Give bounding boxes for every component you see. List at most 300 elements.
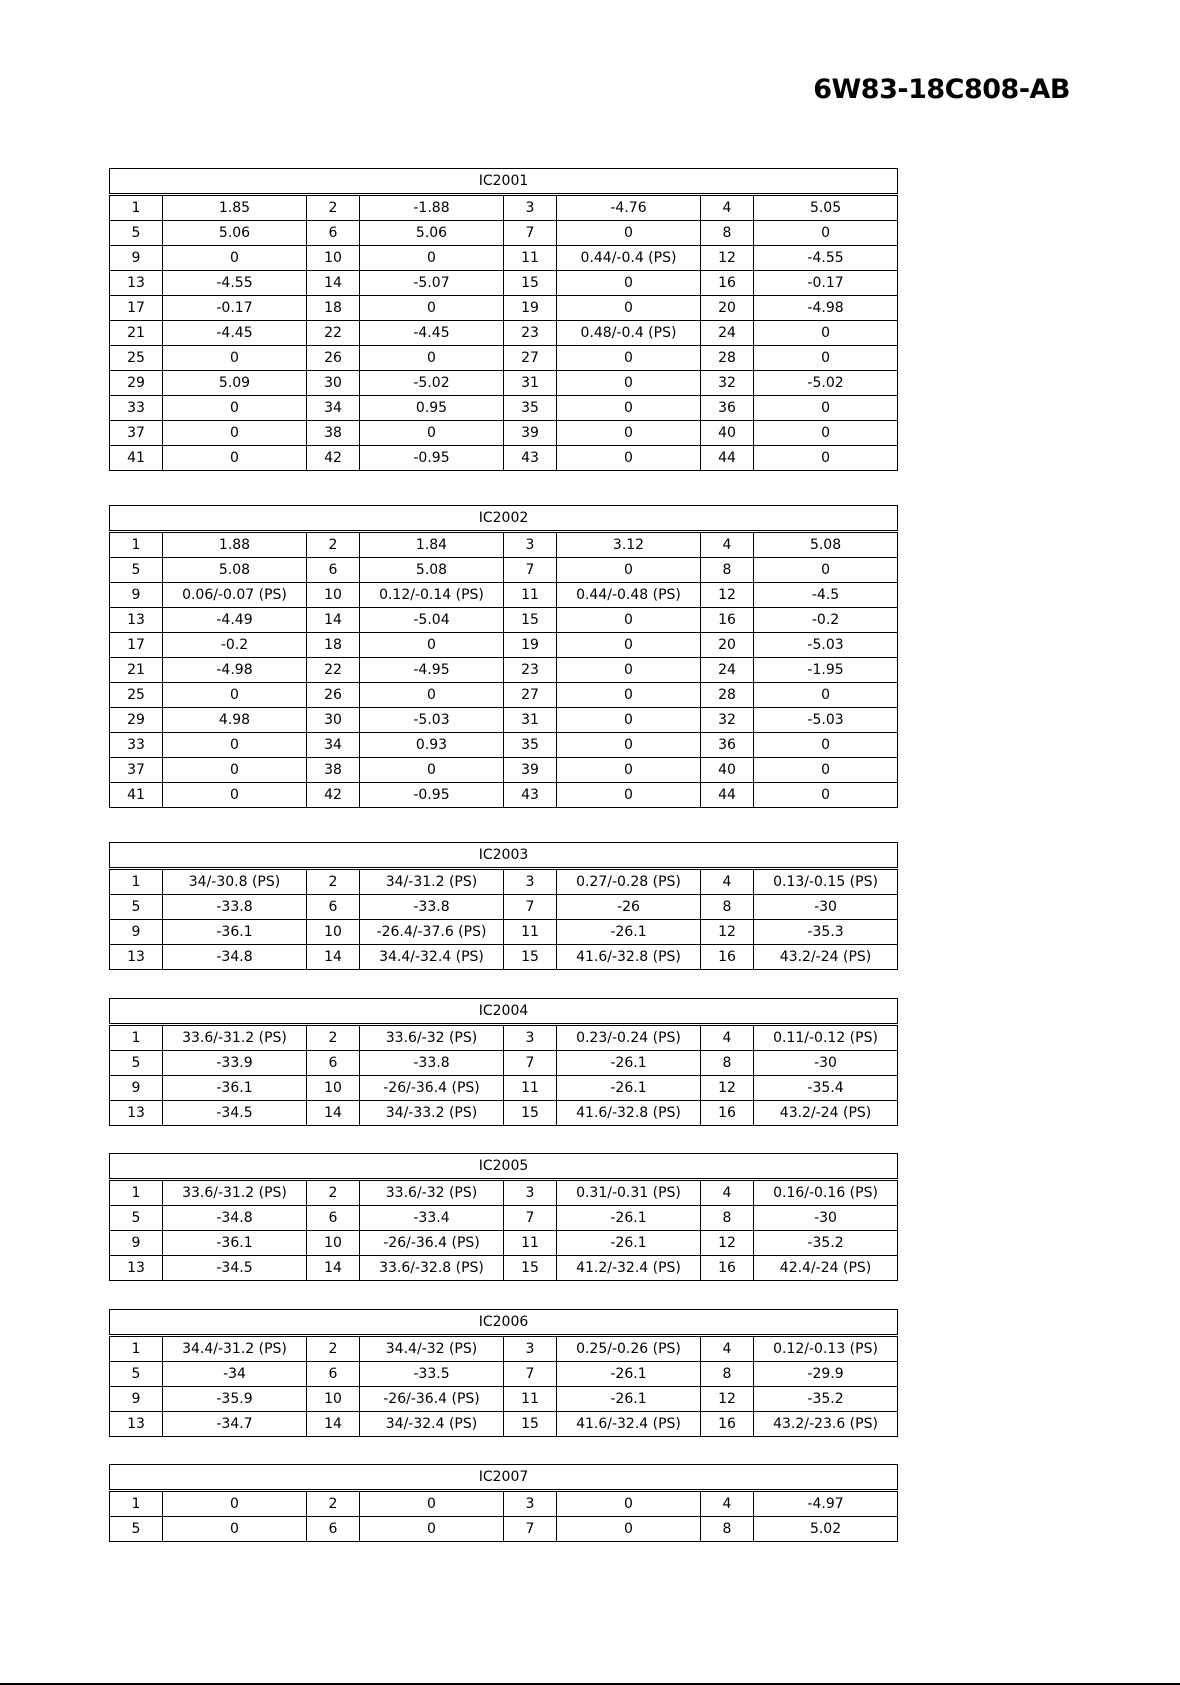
pin-number-cell: 6 <box>307 1051 360 1076</box>
pin-number-cell: 9 <box>110 246 163 271</box>
pin-number-cell: 12 <box>701 1076 754 1101</box>
voltage-value-cell: -35.4 <box>754 1076 898 1101</box>
table-row <box>110 271 898 296</box>
pin-number-cell: 39 <box>504 758 557 783</box>
pin-number-cell: 2 <box>307 1025 360 1051</box>
voltage-value-cell: -1.88 <box>360 195 504 221</box>
voltage-value-cell: -4.5 <box>754 583 898 608</box>
voltage-value-cell: 0.25/-0.26 (PS) <box>557 1336 701 1362</box>
table-row <box>110 1101 898 1126</box>
pin-number-cell: 28 <box>701 346 754 371</box>
voltage-value-cell: -5.03 <box>360 708 504 733</box>
pin-number-cell: 3 <box>504 532 557 558</box>
pin-number-cell: 6 <box>307 558 360 583</box>
pin-number-cell: 5 <box>110 1206 163 1231</box>
pin-number-cell: 11 <box>504 920 557 945</box>
voltage-value-cell: 0 <box>754 321 898 346</box>
voltage-value-cell: -36.1 <box>163 920 307 945</box>
voltage-value-cell: 0 <box>557 733 701 758</box>
table-row <box>110 195 898 221</box>
pin-number-cell: 27 <box>504 346 557 371</box>
voltage-value-cell: -26/-36.4 (PS) <box>360 1076 504 1101</box>
pin-number-cell: 34 <box>307 396 360 421</box>
pin-number-cell: 21 <box>110 321 163 346</box>
voltage-value-cell: -4.98 <box>163 658 307 683</box>
voltage-value-cell: -4.55 <box>163 271 307 296</box>
pin-number-cell: 38 <box>307 758 360 783</box>
pin-number-cell: 7 <box>504 1517 557 1542</box>
pin-number-cell: 6 <box>307 1206 360 1231</box>
pin-number-cell: 22 <box>307 321 360 346</box>
voltage-value-cell: 0 <box>360 296 504 321</box>
pin-number-cell: 14 <box>307 1256 360 1281</box>
voltage-value-cell: 0 <box>163 396 307 421</box>
pin-number-cell: 4 <box>701 869 754 895</box>
pin-number-cell: 9 <box>110 1076 163 1101</box>
voltage-value-cell: 34/-32.4 (PS) <box>360 1412 504 1437</box>
voltage-value-cell: 1.84 <box>360 532 504 558</box>
voltage-value-cell: 0 <box>557 633 701 658</box>
voltage-value-cell: 3.12 <box>557 532 701 558</box>
voltage-value-cell: -4.55 <box>754 246 898 271</box>
voltage-value-cell: -0.95 <box>360 446 504 471</box>
pin-number-cell: 18 <box>307 296 360 321</box>
pin-number-cell: 13 <box>110 608 163 633</box>
voltage-value-cell: -34.5 <box>163 1101 307 1126</box>
pin-number-cell: 14 <box>307 1412 360 1437</box>
voltage-value-cell: -0.17 <box>163 296 307 321</box>
ic-table-title: IC2005 <box>110 1154 898 1180</box>
pin-number-cell: 23 <box>504 658 557 683</box>
table-row <box>110 683 898 708</box>
voltage-value-cell: 0 <box>557 708 701 733</box>
pin-number-cell: 17 <box>110 633 163 658</box>
pin-number-cell: 4 <box>701 532 754 558</box>
voltage-value-cell: -5.03 <box>754 708 898 733</box>
voltage-value-cell: -0.95 <box>360 783 504 808</box>
voltage-value-cell: 41.6/-32.8 (PS) <box>557 1101 701 1126</box>
voltage-value-cell: 0 <box>557 421 701 446</box>
table-row <box>110 246 898 271</box>
voltage-value-cell: 0 <box>360 1517 504 1542</box>
pin-number-cell: 11 <box>504 1076 557 1101</box>
pin-number-cell: 11 <box>504 583 557 608</box>
voltage-value-cell: 0 <box>360 421 504 446</box>
table-row <box>110 708 898 733</box>
pin-number-cell: 4 <box>701 1025 754 1051</box>
pin-number-cell: 2 <box>307 1491 360 1517</box>
voltage-value-cell: 33.6/-31.2 (PS) <box>163 1025 307 1051</box>
voltage-value-cell: 42.4/-24 (PS) <box>754 1256 898 1281</box>
voltage-value-cell: -5.04 <box>360 608 504 633</box>
voltage-value-cell: 34/-33.2 (PS) <box>360 1101 504 1126</box>
pin-number-cell: 6 <box>307 1517 360 1542</box>
table-row <box>110 583 898 608</box>
voltage-value-cell: 0 <box>754 758 898 783</box>
voltage-value-cell: 0 <box>360 633 504 658</box>
table-row <box>110 1231 898 1256</box>
table-row <box>110 296 898 321</box>
table-row <box>110 371 898 396</box>
pin-number-cell: 33 <box>110 733 163 758</box>
pin-number-cell: 13 <box>110 271 163 296</box>
voltage-value-cell: -26.4/-37.6 (PS) <box>360 920 504 945</box>
pin-number-cell: 35 <box>504 396 557 421</box>
voltage-value-cell: 0.11/-0.12 (PS) <box>754 1025 898 1051</box>
table-row <box>110 783 898 808</box>
table-row <box>110 1076 898 1101</box>
voltage-value-cell: -26.1 <box>557 1051 701 1076</box>
voltage-value-cell: 0 <box>754 683 898 708</box>
voltage-value-cell: 41.6/-32.8 (PS) <box>557 945 701 970</box>
pin-number-cell: 21 <box>110 658 163 683</box>
pin-number-cell: 34 <box>307 733 360 758</box>
pin-number-cell: 16 <box>701 271 754 296</box>
voltage-value-cell: 34/-30.8 (PS) <box>163 869 307 895</box>
ic-table-title: IC2004 <box>110 999 898 1025</box>
table-row <box>110 608 898 633</box>
voltage-value-cell: -4.49 <box>163 608 307 633</box>
pin-number-cell: 5 <box>110 1362 163 1387</box>
pin-number-cell: 12 <box>701 920 754 945</box>
table-row <box>110 1336 898 1362</box>
pin-number-cell: 30 <box>307 708 360 733</box>
voltage-value-cell: 0 <box>360 758 504 783</box>
ic-table <box>109 505 898 808</box>
pin-number-cell: 12 <box>701 583 754 608</box>
voltage-value-cell: -33.8 <box>360 1051 504 1076</box>
voltage-value-cell: 1.85 <box>163 195 307 221</box>
voltage-value-cell: 0 <box>557 558 701 583</box>
voltage-value-cell: 0 <box>557 396 701 421</box>
pin-number-cell: 19 <box>504 633 557 658</box>
table-row <box>110 1180 898 1206</box>
pin-number-cell: 10 <box>307 920 360 945</box>
voltage-value-cell: -4.76 <box>557 195 701 221</box>
voltage-value-cell: 34.4/-31.2 (PS) <box>163 1336 307 1362</box>
pin-number-cell: 16 <box>701 1101 754 1126</box>
voltage-value-cell: 0.48/-0.4 (PS) <box>557 321 701 346</box>
pin-number-cell: 5 <box>110 1517 163 1542</box>
voltage-value-cell: 0 <box>557 658 701 683</box>
voltage-value-cell: -33.8 <box>163 895 307 920</box>
pin-number-cell: 5 <box>110 895 163 920</box>
voltage-value-cell: 0 <box>754 558 898 583</box>
pin-number-cell: 9 <box>110 920 163 945</box>
table-row <box>110 1387 898 1412</box>
voltage-value-cell: 41.2/-32.4 (PS) <box>557 1256 701 1281</box>
table-row <box>110 346 898 371</box>
ic-table-title: IC2003 <box>110 843 898 869</box>
voltage-value-cell: -26/-36.4 (PS) <box>360 1387 504 1412</box>
voltage-value-cell: 5.02 <box>754 1517 898 1542</box>
pin-number-cell: 41 <box>110 446 163 471</box>
voltage-value-cell: 0.16/-0.16 (PS) <box>754 1180 898 1206</box>
voltage-value-cell: 33.6/-31.2 (PS) <box>163 1180 307 1206</box>
voltage-value-cell: -0.2 <box>163 633 307 658</box>
voltage-value-cell: 0 <box>754 446 898 471</box>
voltage-value-cell: 0 <box>754 733 898 758</box>
pin-number-cell: 11 <box>504 1231 557 1256</box>
pin-number-cell: 15 <box>504 1256 557 1281</box>
pin-number-cell: 33 <box>110 396 163 421</box>
table-row <box>110 1051 898 1076</box>
pin-number-cell: 28 <box>701 683 754 708</box>
voltage-value-cell: 41.6/-32.4 (PS) <box>557 1412 701 1437</box>
pin-number-cell: 11 <box>504 246 557 271</box>
pin-number-cell: 16 <box>701 1412 754 1437</box>
table-row <box>110 869 898 895</box>
pin-number-cell: 11 <box>504 1387 557 1412</box>
voltage-value-cell: 33.6/-32 (PS) <box>360 1180 504 1206</box>
pin-number-cell: 42 <box>307 446 360 471</box>
voltage-value-cell: 4.98 <box>163 708 307 733</box>
pin-number-cell: 12 <box>701 246 754 271</box>
table-row <box>110 1362 898 1387</box>
pin-number-cell: 2 <box>307 195 360 221</box>
ic-table <box>109 168 898 471</box>
pin-number-cell: 37 <box>110 758 163 783</box>
pin-number-cell: 27 <box>504 683 557 708</box>
voltage-value-cell: -1.95 <box>754 658 898 683</box>
pin-number-cell: 6 <box>307 895 360 920</box>
ic-table <box>109 1309 898 1437</box>
voltage-value-cell: 0.06/-0.07 (PS) <box>163 583 307 608</box>
voltage-value-cell: -26.1 <box>557 920 701 945</box>
pin-number-cell: 18 <box>307 633 360 658</box>
pin-number-cell: 10 <box>307 1387 360 1412</box>
voltage-value-cell: -0.2 <box>754 608 898 633</box>
voltage-value-cell: 0 <box>163 246 307 271</box>
voltage-value-cell: 0 <box>557 758 701 783</box>
voltage-value-cell: 0 <box>557 221 701 246</box>
pin-number-cell: 7 <box>504 558 557 583</box>
voltage-value-cell: 0.44/-0.4 (PS) <box>557 246 701 271</box>
pin-number-cell: 31 <box>504 371 557 396</box>
voltage-value-cell: 0 <box>360 246 504 271</box>
table-row <box>110 920 898 945</box>
voltage-value-cell: -30 <box>754 895 898 920</box>
voltage-value-cell: 0.27/-0.28 (PS) <box>557 869 701 895</box>
pin-number-cell: 43 <box>504 783 557 808</box>
voltage-value-cell: 0 <box>754 221 898 246</box>
voltage-value-cell: -34.8 <box>163 945 307 970</box>
pin-number-cell: 6 <box>307 221 360 246</box>
pin-number-cell: 41 <box>110 783 163 808</box>
voltage-value-cell: -26/-36.4 (PS) <box>360 1231 504 1256</box>
voltage-value-cell: 0 <box>557 371 701 396</box>
pin-number-cell: 1 <box>110 195 163 221</box>
pin-number-cell: 10 <box>307 583 360 608</box>
table-row <box>110 221 898 246</box>
table-row <box>110 421 898 446</box>
ic-table <box>109 1464 898 1542</box>
pin-number-cell: 39 <box>504 421 557 446</box>
table-row <box>110 895 898 920</box>
pin-number-cell: 8 <box>701 1517 754 1542</box>
pin-number-cell: 16 <box>701 608 754 633</box>
voltage-value-cell: -33.5 <box>360 1362 504 1387</box>
pin-number-cell: 14 <box>307 271 360 296</box>
pin-number-cell: 26 <box>307 683 360 708</box>
ic-table-title: IC2002 <box>110 506 898 532</box>
voltage-value-cell: 1.88 <box>163 532 307 558</box>
pin-number-cell: 7 <box>504 1051 557 1076</box>
voltage-value-cell: 0 <box>754 346 898 371</box>
voltage-value-cell: 33.6/-32.8 (PS) <box>360 1256 504 1281</box>
pin-number-cell: 35 <box>504 733 557 758</box>
table-row <box>110 658 898 683</box>
pin-number-cell: 5 <box>110 1051 163 1076</box>
pin-number-cell: 5 <box>110 558 163 583</box>
voltage-value-cell: 5.08 <box>360 558 504 583</box>
voltage-value-cell: 0 <box>163 1491 307 1517</box>
pin-number-cell: 13 <box>110 1101 163 1126</box>
table-row <box>110 558 898 583</box>
voltage-value-cell: 0 <box>557 608 701 633</box>
voltage-value-cell: -30 <box>754 1206 898 1231</box>
voltage-value-cell: -26 <box>557 895 701 920</box>
voltage-value-cell: 5.06 <box>163 221 307 246</box>
voltage-value-cell: 0 <box>754 421 898 446</box>
voltage-value-cell: 0.23/-0.24 (PS) <box>557 1025 701 1051</box>
table-row <box>110 1491 898 1517</box>
pin-number-cell: 3 <box>504 1491 557 1517</box>
pin-number-cell: 23 <box>504 321 557 346</box>
pin-number-cell: 36 <box>701 733 754 758</box>
table-row <box>110 1256 898 1281</box>
voltage-value-cell: 43.2/-24 (PS) <box>754 945 898 970</box>
voltage-value-cell: -34.7 <box>163 1412 307 1437</box>
voltage-value-cell: 0 <box>557 271 701 296</box>
voltage-value-cell: 43.2/-23.6 (PS) <box>754 1412 898 1437</box>
voltage-value-cell: -26.1 <box>557 1231 701 1256</box>
pin-number-cell: 1 <box>110 869 163 895</box>
pin-number-cell: 15 <box>504 945 557 970</box>
part-number-title: 6W83-18C808-AB <box>813 74 1070 105</box>
voltage-value-cell: 5.05 <box>754 195 898 221</box>
pin-number-cell: 9 <box>110 1231 163 1256</box>
table-row <box>110 633 898 658</box>
voltage-value-cell: -4.45 <box>360 321 504 346</box>
pin-number-cell: 1 <box>110 1336 163 1362</box>
pin-number-cell: 15 <box>504 608 557 633</box>
pin-number-cell: 22 <box>307 658 360 683</box>
pin-number-cell: 24 <box>701 321 754 346</box>
voltage-value-cell: 0 <box>360 683 504 708</box>
pin-number-cell: 25 <box>110 683 163 708</box>
pin-number-cell: 4 <box>701 1336 754 1362</box>
pin-number-cell: 2 <box>307 1180 360 1206</box>
voltage-value-cell: 0 <box>754 783 898 808</box>
voltage-value-cell: -26.1 <box>557 1387 701 1412</box>
pin-number-cell: 29 <box>110 371 163 396</box>
voltage-value-cell: 0.95 <box>360 396 504 421</box>
pin-number-cell: 2 <box>307 532 360 558</box>
pin-number-cell: 10 <box>307 1231 360 1256</box>
voltage-value-cell: -26.1 <box>557 1362 701 1387</box>
pin-number-cell: 2 <box>307 869 360 895</box>
voltage-value-cell: 0 <box>163 446 307 471</box>
voltage-value-cell: 5.09 <box>163 371 307 396</box>
pin-number-cell: 12 <box>701 1387 754 1412</box>
ic-table <box>109 1153 898 1281</box>
voltage-value-cell: 34/-31.2 (PS) <box>360 869 504 895</box>
pin-number-cell: 8 <box>701 1051 754 1076</box>
voltage-value-cell: -5.07 <box>360 271 504 296</box>
pin-number-cell: 20 <box>701 633 754 658</box>
voltage-value-cell: -5.02 <box>754 371 898 396</box>
pin-number-cell: 5 <box>110 221 163 246</box>
pin-number-cell: 38 <box>307 421 360 446</box>
voltage-value-cell: 0 <box>163 1517 307 1542</box>
table-row <box>110 733 898 758</box>
voltage-value-cell: 5.08 <box>754 532 898 558</box>
voltage-value-cell: -5.02 <box>360 371 504 396</box>
voltage-value-cell: -5.03 <box>754 633 898 658</box>
pin-number-cell: 1 <box>110 1491 163 1517</box>
pin-number-cell: 10 <box>307 1076 360 1101</box>
voltage-value-cell: 0 <box>557 683 701 708</box>
pin-number-cell: 42 <box>307 783 360 808</box>
voltage-value-cell: 0.31/-0.31 (PS) <box>557 1180 701 1206</box>
voltage-value-cell: -36.1 <box>163 1231 307 1256</box>
voltage-value-cell: 0 <box>754 396 898 421</box>
pin-number-cell: 25 <box>110 346 163 371</box>
pin-number-cell: 8 <box>701 1206 754 1231</box>
voltage-value-cell: -36.1 <box>163 1076 307 1101</box>
pin-number-cell: 13 <box>110 945 163 970</box>
pin-number-cell: 32 <box>701 708 754 733</box>
voltage-value-cell: -35.2 <box>754 1231 898 1256</box>
pin-number-cell: 16 <box>701 945 754 970</box>
voltage-value-cell: -4.45 <box>163 321 307 346</box>
pin-number-cell: 3 <box>504 1025 557 1051</box>
pin-number-cell: 14 <box>307 608 360 633</box>
voltage-value-cell: -4.97 <box>754 1491 898 1517</box>
ic-table-title: IC2006 <box>110 1310 898 1336</box>
ic-table <box>109 842 898 970</box>
pin-number-cell: 9 <box>110 1387 163 1412</box>
ic-table-title: IC2001 <box>110 169 898 195</box>
voltage-value-cell: -35.9 <box>163 1387 307 1412</box>
voltage-value-cell: -34 <box>163 1362 307 1387</box>
table-row <box>110 945 898 970</box>
pin-number-cell: 32 <box>701 371 754 396</box>
voltage-value-cell: -0.17 <box>754 271 898 296</box>
pin-number-cell: 3 <box>504 1180 557 1206</box>
pin-number-cell: 4 <box>701 195 754 221</box>
pin-number-cell: 7 <box>504 895 557 920</box>
pin-number-cell: 29 <box>110 708 163 733</box>
pin-number-cell: 13 <box>110 1412 163 1437</box>
voltage-value-cell: 0.44/-0.48 (PS) <box>557 583 701 608</box>
ic-table <box>109 998 898 1126</box>
pin-number-cell: 15 <box>504 1101 557 1126</box>
voltage-value-cell: -34.5 <box>163 1256 307 1281</box>
voltage-value-cell: 0 <box>163 783 307 808</box>
pin-number-cell: 4 <box>701 1491 754 1517</box>
voltage-value-cell: -26.1 <box>557 1076 701 1101</box>
pin-number-cell: 15 <box>504 271 557 296</box>
pin-number-cell: 24 <box>701 658 754 683</box>
pin-number-cell: 3 <box>504 869 557 895</box>
voltage-value-cell: 0.93 <box>360 733 504 758</box>
voltage-value-cell: 0 <box>163 346 307 371</box>
pin-number-cell: 1 <box>110 1025 163 1051</box>
pin-number-cell: 7 <box>504 1206 557 1231</box>
pin-number-cell: 4 <box>701 1180 754 1206</box>
